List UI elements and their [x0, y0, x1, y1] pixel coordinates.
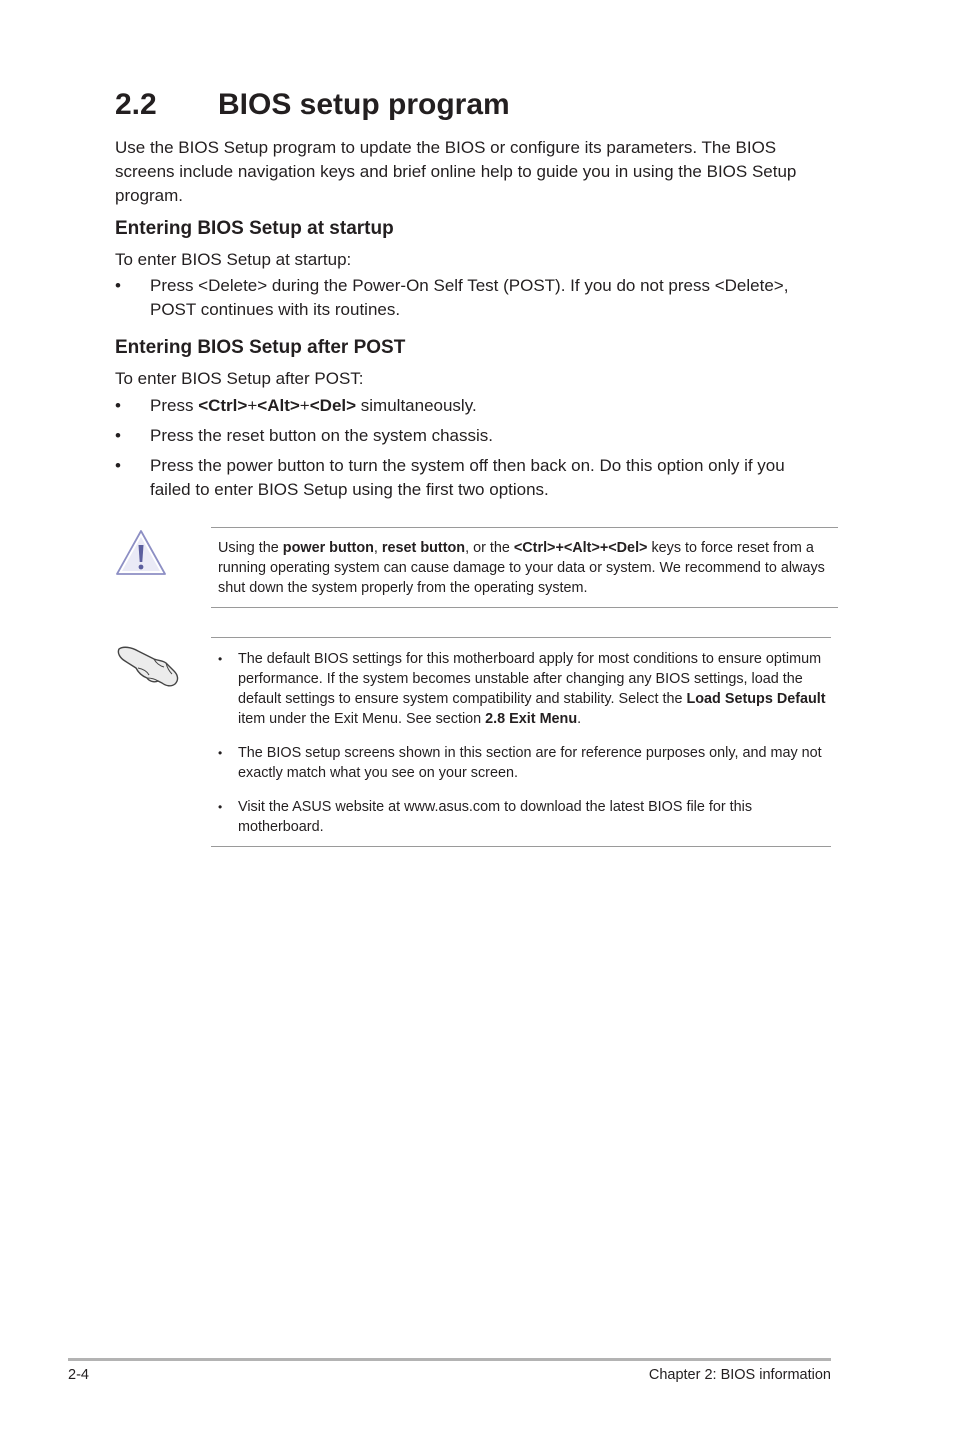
after-post-bullet-1-text: Press <Ctrl>+<Alt>+<Del> simultaneously.	[150, 396, 477, 415]
pointing-hand-icon	[114, 638, 182, 690]
bullet-dot: •	[115, 426, 121, 445]
warning-bottom-rule	[211, 607, 838, 608]
after-post-heading: Entering BIOS Setup after POST	[115, 337, 406, 358]
note-bottom-rule	[211, 846, 831, 847]
after-post-bullet-2-text: Press the reset button on the system chassis.	[150, 426, 493, 445]
intro-paragraph: Use the BIOS Setup program to update the BIOS or configure its parameters. The BIOS screens include navigation keys and brief online help to guide you in using the BIOS Setup program.	[115, 138, 797, 205]
after-post-bullet-3-text: Press the power button to turn the system off then back on. Do this option only if you failed to enter BIOS Setup using the first two options.	[150, 456, 785, 499]
startup-heading: Entering BIOS Setup at startup	[115, 218, 394, 239]
bullet-dot: •	[218, 746, 223, 760]
note-item-2-text: The BIOS setup screens shown in this section are for reference purposes only, and may not exactly match what you see on your screen.	[238, 745, 822, 781]
warning-top-rule	[211, 527, 838, 528]
bullet-dot: •	[115, 396, 121, 415]
bullet-dot: •	[115, 276, 121, 295]
note-item-1-text: The default BIOS settings for this motherboard apply for most conditions to ensure optimum performance. If the system becomes unstable after changing any BIOS settings, load the default settings to ensure system compatibility and stability. Select the Load Setups Default item under the Exit Menu. See section 2.8 Exit Menu.	[238, 651, 826, 727]
note-top-rule	[211, 637, 831, 638]
page-title	[115, 88, 510, 122]
after-post-lead: To enter BIOS Setup after POST:	[115, 369, 364, 388]
bullet-dot: •	[218, 652, 223, 666]
bullet-dot: •	[115, 456, 121, 475]
warning-triangle-icon	[114, 528, 168, 578]
chapter-label: Chapter 2: BIOS information	[648, 1367, 831, 1383]
bullet-dot: •	[218, 800, 223, 814]
warning-text: Using the power button, reset button, or the <Ctrl>+<Alt>+<Del> keys to force reset from a running operating system can cause damage to your data or system. We recommend to always shut down the system properly from the operating system.	[218, 540, 825, 596]
startup-lead: To enter BIOS Setup at startup:	[115, 250, 352, 269]
startup-bullet-text: Press <Delete> during the Power-On Self Test (POST). If you do not press <Delete>, POST continues with its routines.	[150, 276, 789, 319]
section-title: BIOS setup program	[218, 88, 510, 121]
page-number: 2-4	[68, 1367, 89, 1383]
footer-rule	[68, 1358, 831, 1361]
note-item-3-text: Visit the ASUS website at www.asus.com to download the latest BIOS file for this motherboard.	[238, 799, 753, 835]
section-number: 2.2	[115, 88, 157, 121]
